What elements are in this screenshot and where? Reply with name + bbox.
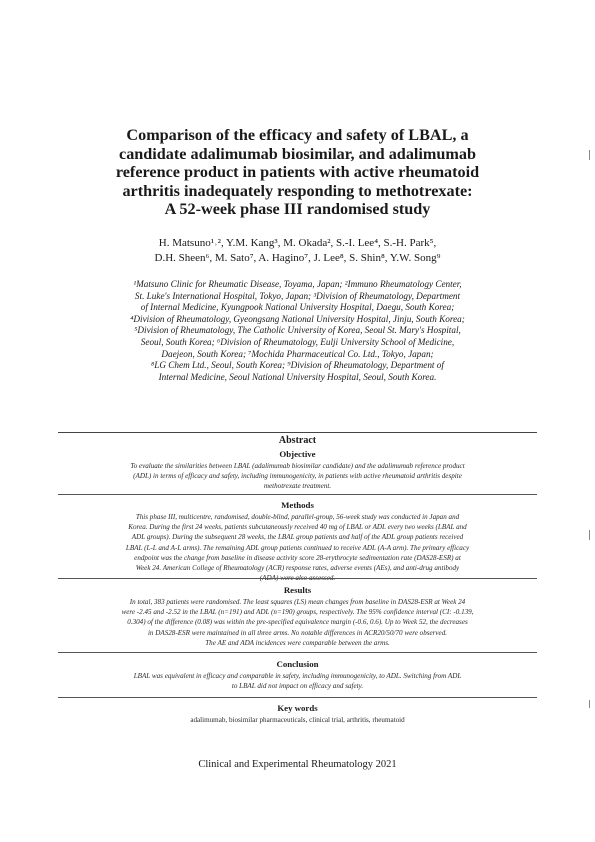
edge-mark <box>589 530 590 540</box>
affiliation-line: ¹Matsuno Clinic for Rheumatic Disease, Toyama, Japan; ²Immuno Rheumatology Center, <box>133 279 462 289</box>
section-divider <box>58 578 537 579</box>
title-line: reference product in patients with active rheumatoid <box>115 163 480 182</box>
methods-line: endpoint was the change from baseline in disease activity score 28-erythrocyte sedimentation rate (DAS28-ESR) at <box>134 553 461 562</box>
affiliation-line: Seoul, South Korea; ⁶Division of Rheumatology, Eulji University School of Medicine, <box>140 336 455 347</box>
methods-line: Week 24. American College of Rheumatology (ACR) response rates, adverse events (AEs), and anti-drug antibody <box>135 564 460 573</box>
methods-heading: Methods <box>281 500 314 510</box>
affiliation-line: ⁸LG Chem Ltd., Seoul, South Korea; ⁹Division of Rheumatology, Department of <box>151 360 444 371</box>
results-line: In total, 383 patients were randomised. The least squares (LS) mean changes from baseline in DAS28-ESR at Week 24 <box>129 598 466 606</box>
methods-line: ADL groups). During the subsequent 28 weeks, the LBAL group patients and half of the ADL group patients received <box>131 533 464 542</box>
edge-mark <box>589 150 590 160</box>
title-line: Comparison of the efficacy and safety of LBAL, a <box>126 126 469 144</box>
section-divider <box>58 652 537 653</box>
keywords-heading: Key words <box>277 703 318 713</box>
results-text <box>60 597 535 648</box>
abstract-top-rule <box>58 432 537 433</box>
results-line: 0.304) of the difference (0.08) was within the pre-specified equivalence margin (-0.6, 0.6). Up to Week 52, the decreases <box>127 618 468 627</box>
affiliation-line: Daejeon, South Korea; ⁷Mochida Pharmaceutical Co. Ltd., Tokyo, Japan; <box>161 348 434 359</box>
results-line: were -2.45 and -2.52 in the LBAL (n=191) and ADL (n=190) groups, respectively. The 95% confidence interval (CI: -0.139, <box>121 608 474 617</box>
title-line: candidate adalimumab biosimilar, and adalimumab <box>119 144 476 163</box>
objective-heading: Objective <box>279 449 316 459</box>
results-line: The AE and ADA incidences were comparable between the arms. <box>205 638 390 647</box>
methods-line: This phase III, multicentre, randomised, double-blind, parallel-group, 56-week study was conducted in Japan and <box>135 513 460 521</box>
conclusion-text <box>60 671 535 691</box>
conclusion-heading: Conclusion <box>276 659 319 669</box>
affiliation-line: of Internal Medicine, Kyungpook National University Hospital, Daegu, South Korea; <box>140 302 455 313</box>
affiliations <box>74 279 521 383</box>
title-line: A 52-week phase III randomised study <box>164 200 431 219</box>
methods-line: LBAL (L-L and A-L arms). The remaining ADL group patients continued to receive ADL (A-A arm). The primary efficacy <box>125 543 470 552</box>
objective-line: methotrexate treatment. <box>263 482 332 491</box>
edge-mark <box>589 700 590 708</box>
affiliation-line: ⁵Division of Rheumatology, The Catholic University of Korea, Seoul St. Mary's Hospital, <box>134 325 461 336</box>
conclusion-line: to LBAL did not impact on efficacy and safety. <box>231 682 364 691</box>
author-list <box>80 236 515 265</box>
methods-text <box>60 512 535 583</box>
objective-line: (ADL) in terms of efficacy and safety, including immunogenicity, in patients with active rheumatoid arthritis despite <box>133 472 462 481</box>
journal-footer: Clinical and Experimental Rheumatology 2021 <box>198 759 397 770</box>
keywords-text: adalimumab, biosimilar pharmaceuticals, clinical trial, arthritis, rheumatoid <box>190 716 405 724</box>
section-divider <box>58 494 537 495</box>
title-line: arthritis inadequately responding to methotrexate: <box>122 181 473 200</box>
article-title <box>80 126 515 219</box>
section-divider <box>58 697 537 698</box>
results-heading: Results <box>283 585 312 595</box>
objective-line: To evaluate the similarities between LBAL (adalimumab biosimilar candidate) and the adalimumab reference product <box>130 462 465 470</box>
author-line: H. Matsuno¹˒², Y.M. Kang³, M. Okada², S.-I. Lee⁴, S.-H. Park⁵, <box>158 237 437 249</box>
methods-line: Korea. During the first 24 weeks, patients subcutaneously received 40 mg of LBAL or ADL every two weeks (LBAL and <box>128 523 467 532</box>
results-line: in DAS28-ESR were maintained in all three arms. No notable differences in ACR20/50/70 were observed. <box>147 628 448 637</box>
affiliation-line: Internal Medicine, Seoul National University Hospital, Seoul, South Korea. <box>158 371 437 382</box>
conclusion-line: LBAL was equivalent in efficacy and comparable in safety, including immunogenicity, to ADL. Switching from ADL <box>133 672 462 680</box>
author-line: D.H. Sheen⁶, M. Sato⁷, A. Hagino⁷, J. Lee⁸, S. Shin⁸, Y.W. Song⁹ <box>154 251 441 264</box>
affiliation-line: St. Luke's International Hospital, Tokyo, Japan; ³Division of Rheumatology, Department <box>134 290 461 301</box>
objective-text <box>60 461 535 492</box>
methods-line: (ADA) were also assessed. <box>259 574 336 583</box>
affiliation-line: ⁴Division of Rheumatology, Gyeongsang National University Hospital, Jinju, South Korea; <box>130 313 465 324</box>
abstract-heading: Abstract <box>278 435 317 446</box>
